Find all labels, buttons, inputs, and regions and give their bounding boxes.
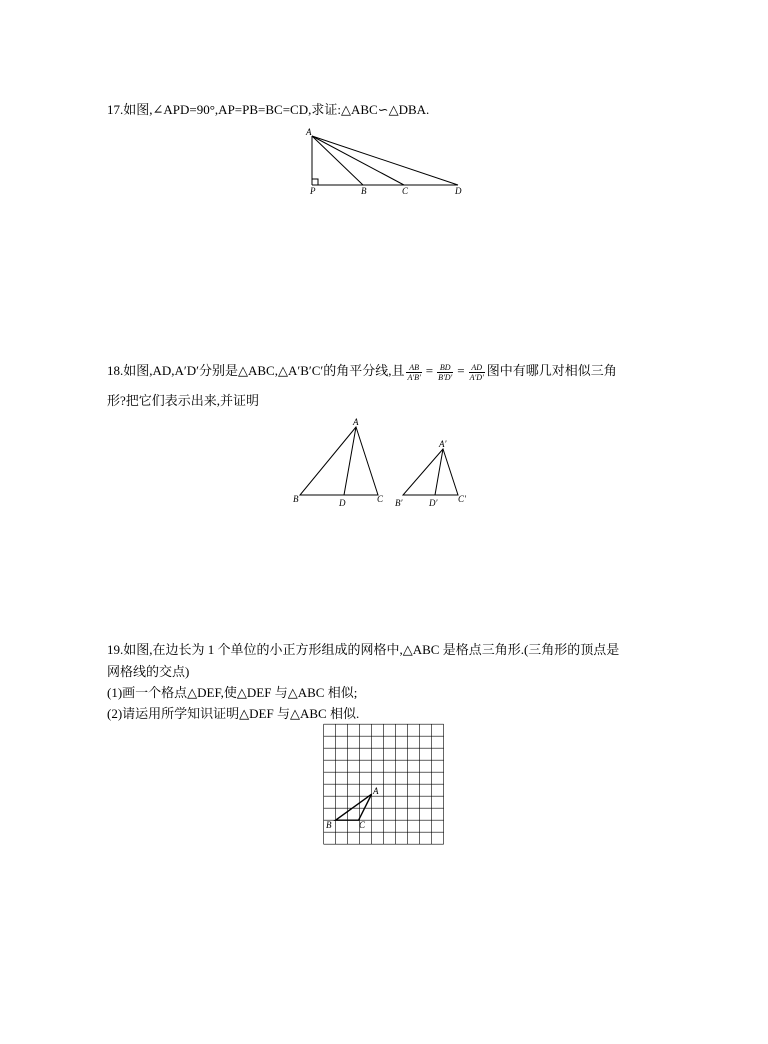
label-A-prime: A′ xyxy=(439,439,447,449)
label-D: D xyxy=(455,186,462,196)
line-AB xyxy=(312,136,363,185)
label-C: C xyxy=(402,186,409,196)
triangle-ABC xyxy=(300,427,378,495)
label-B: B xyxy=(361,186,367,196)
problem-18-line2: 形?把它们表示出来,并证明 xyxy=(107,393,260,408)
fraction-1-den: A′B′ xyxy=(407,372,421,382)
label-D: D xyxy=(339,498,346,508)
line-AD xyxy=(312,136,458,185)
label-A: A xyxy=(373,786,379,796)
fraction-3-den: A′D′ xyxy=(469,372,484,382)
label-B: B xyxy=(293,494,299,504)
bisector-A1D1 xyxy=(435,449,443,495)
label-B-prime: B′ xyxy=(395,498,403,508)
problem-18-line1 xyxy=(107,362,617,382)
problem-17-figure xyxy=(300,124,470,198)
fraction-1 xyxy=(406,363,421,382)
fraction-2-den: B′D′ xyxy=(438,372,453,382)
fraction-3 xyxy=(469,363,485,382)
fraction-2-num: BD xyxy=(437,363,453,373)
triangle-ABC xyxy=(336,794,372,820)
problem-18-figure xyxy=(290,415,480,510)
fraction-2 xyxy=(437,363,453,382)
right-angle-mark xyxy=(312,179,318,185)
label-D-prime: D′ xyxy=(429,498,438,508)
problem-19-line1: 19.如图,在边长为 1 个单位的小正方形组成的网格中,△ABC 是格点三角形.(三角形的顶点是 xyxy=(107,642,620,657)
bisector-AD xyxy=(344,427,356,495)
problem-18-text-before: 18.如图,AD,A′D′分别是△ABC,△A′B′C′的角平分线,且 xyxy=(107,363,405,378)
fraction-1-num: AB xyxy=(406,363,421,373)
problem-18-text-after: 图中有哪几对相似三角 xyxy=(486,363,617,378)
label-P: P xyxy=(310,186,316,196)
problem-17-text: 17.如图,∠APD=90°,AP=PB=BC=CD,求证:△ABC∽△DBA. xyxy=(107,102,430,117)
label-C: C xyxy=(377,494,384,504)
triangle-A1B1C1 xyxy=(403,449,458,495)
problem-19-figure xyxy=(318,720,450,850)
line-AC xyxy=(312,136,404,185)
problem-19-question-1: (1)画一个格点△DEF,使△DEF 与△ABC 相似; xyxy=(107,685,358,700)
label-A: A xyxy=(306,127,312,137)
problem-19-line2: 网格线的交点) xyxy=(107,664,190,679)
label-A: A xyxy=(353,417,359,427)
equals-sign-1: = xyxy=(425,363,434,378)
grid xyxy=(324,724,444,844)
fraction-3-num: AD xyxy=(469,363,485,373)
label-C: C xyxy=(359,820,366,830)
problem-19-question-2: (2)请运用所学知识证明△DEF 与△ABC 相似. xyxy=(107,706,360,721)
equals-sign-2: = xyxy=(457,363,465,378)
label-C-prime: C′ xyxy=(458,494,466,504)
label-B: B xyxy=(326,820,332,830)
